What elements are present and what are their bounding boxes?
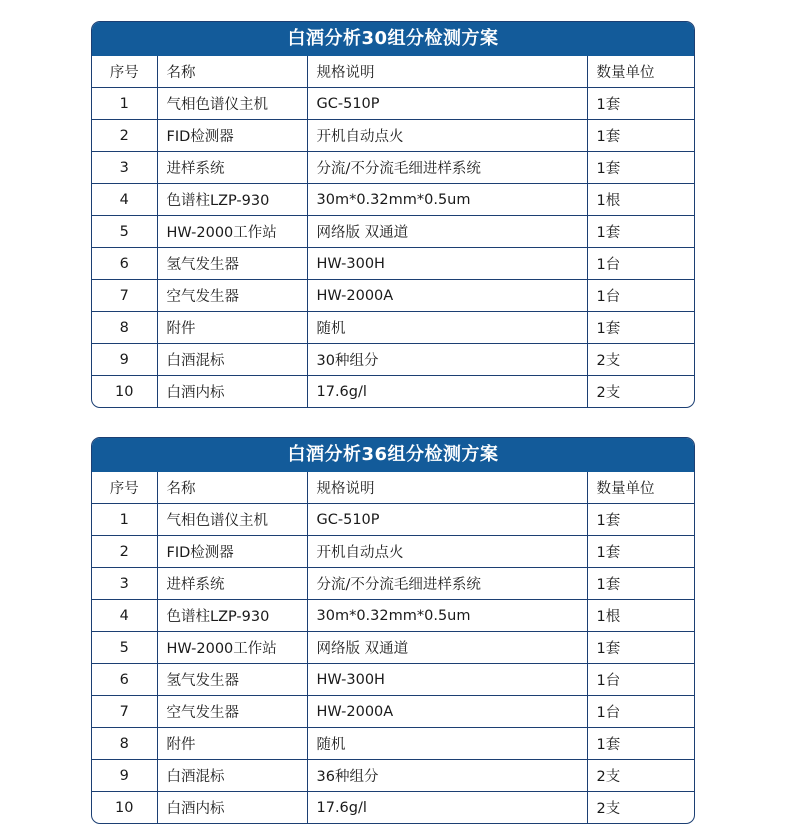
cell-spec: HW-2000A <box>307 280 587 312</box>
table-row <box>92 184 694 216</box>
cell-index: 5 <box>92 632 157 664</box>
cell-quantity: 1根 <box>587 184 694 216</box>
header-quantity: 数量单位 <box>587 56 694 88</box>
cell-quantity: 1套 <box>587 504 694 536</box>
cell-quantity: 1台 <box>587 696 694 728</box>
table-row <box>92 248 694 280</box>
cell-quantity: 1套 <box>587 120 694 152</box>
cell-spec: 随机 <box>307 312 587 344</box>
cell-name: 白酒内标 <box>157 792 307 824</box>
cell-name: FID检测器 <box>157 120 307 152</box>
table-row <box>92 88 694 120</box>
cell-spec: 30种组分 <box>307 344 587 376</box>
table-body <box>92 504 694 824</box>
scheme-table <box>92 472 694 823</box>
table-row <box>92 216 694 248</box>
cell-spec: HW-2000A <box>307 696 587 728</box>
cell-index: 5 <box>92 216 157 248</box>
cell-quantity: 2支 <box>596 801 621 817</box>
cell-name: 附件 <box>157 728 307 760</box>
header-row <box>92 56 694 88</box>
cell-spec: 17.6g/l <box>307 792 587 824</box>
cell-index: 9 <box>92 344 157 376</box>
cell-name: 氢气发生器 <box>157 248 307 280</box>
table-row <box>92 152 694 184</box>
cell-index: 2 <box>92 536 157 568</box>
cell-index: 8 <box>92 728 157 760</box>
cell-spec: 36种组分 <box>307 760 587 792</box>
cell-quantity: 1台 <box>587 664 694 696</box>
cell-quantity: 1套 <box>587 88 694 120</box>
table-title: 白酒分析30组分检测方案 <box>92 22 694 56</box>
cell-name: FID检测器 <box>157 536 307 568</box>
cell-index: 8 <box>92 312 157 344</box>
cell-name: 气相色谱仪主机 <box>157 88 307 120</box>
cell-index: 7 <box>92 696 157 728</box>
cell-index: 2 <box>92 120 157 152</box>
cell-quantity: 2支 <box>587 760 694 792</box>
cell-index: 10 <box>92 792 157 824</box>
cell-spec: 17.6g/l <box>307 376 587 408</box>
table-row <box>92 696 694 728</box>
cell-index: 6 <box>92 664 157 696</box>
cell-index: 1 <box>92 504 157 536</box>
cell-spec: 30m*0.32mm*0.5um <box>307 184 587 216</box>
cell-index: 1 <box>92 88 157 120</box>
header-spec: 规格说明 <box>307 472 587 504</box>
table-row <box>92 504 694 536</box>
cell-spec: 开机自动点火 <box>307 536 587 568</box>
table-row <box>92 632 694 664</box>
cell-quantity: 1套 <box>587 152 694 184</box>
cell-quantity: 2支 <box>587 344 694 376</box>
cell-name: 进样系统 <box>157 152 307 184</box>
cell-quantity: 2支 <box>596 385 621 401</box>
cell-quantity: 1根 <box>587 600 694 632</box>
table-row <box>92 760 694 792</box>
cell-spec: 30m*0.32mm*0.5um <box>307 600 587 632</box>
cell-quantity: 1套 <box>587 312 694 344</box>
cell-name: HW-2000工作站 <box>157 216 307 248</box>
cell-quantity: 1套 <box>587 536 694 568</box>
cell-name: 白酒混标 <box>157 344 307 376</box>
table-row <box>92 120 694 152</box>
cell-quantity: 1套 <box>587 728 694 760</box>
header-row <box>92 472 694 504</box>
cell-spec: HW-300H <box>307 664 587 696</box>
cell-name: 色谱柱LZP-930 <box>157 600 307 632</box>
cell-index: 4 <box>92 184 157 216</box>
header-index: 序号 <box>92 56 157 88</box>
table-row <box>92 728 694 760</box>
table-row <box>92 792 694 824</box>
cell-quantity: 1台 <box>587 248 694 280</box>
cell-name: 氢气发生器 <box>157 664 307 696</box>
cell-spec: 分流/不分流毛细进样系统 <box>307 568 587 600</box>
table-row <box>92 376 694 408</box>
scheme-table <box>92 56 694 407</box>
table-row <box>92 280 694 312</box>
cell-quantity: 1套 <box>587 216 694 248</box>
cell-name: 白酒内标 <box>157 376 307 408</box>
cell-index: 9 <box>92 760 157 792</box>
table-row <box>92 344 694 376</box>
cell-index: 10 <box>92 376 157 408</box>
cell-index: 6 <box>92 248 157 280</box>
cell-index: 3 <box>92 568 157 600</box>
cell-quantity: 1台 <box>587 280 694 312</box>
table-title: 白酒分析36组分检测方案 <box>92 438 694 472</box>
cell-name: 附件 <box>157 312 307 344</box>
table-row <box>92 536 694 568</box>
header-name: 名称 <box>157 472 307 504</box>
cell-spec: 开机自动点火 <box>307 120 587 152</box>
cell-name: 气相色谱仪主机 <box>157 504 307 536</box>
header-name: 名称 <box>157 56 307 88</box>
table-row <box>92 568 694 600</box>
header-index: 序号 <box>92 472 157 504</box>
cell-name: HW-2000工作站 <box>157 632 307 664</box>
header-quantity: 数量单位 <box>587 472 694 504</box>
cell-spec: GC-510P <box>307 504 587 536</box>
cell-name: 色谱柱LZP-930 <box>157 184 307 216</box>
cell-index: 7 <box>92 280 157 312</box>
cell-quantity: 1套 <box>587 632 694 664</box>
cell-name: 白酒混标 <box>157 760 307 792</box>
cell-name: 空气发生器 <box>157 280 307 312</box>
table-body <box>92 88 694 408</box>
cell-spec: 网络版 双通道 <box>307 632 587 664</box>
scheme-table-36 <box>91 437 695 824</box>
cell-spec: 网络版 双通道 <box>307 216 587 248</box>
cell-name: 进样系统 <box>157 568 307 600</box>
cell-spec: GC-510P <box>307 88 587 120</box>
cell-index: 4 <box>92 600 157 632</box>
cell-spec: 随机 <box>307 728 587 760</box>
header-spec: 规格说明 <box>307 56 587 88</box>
table-row <box>92 664 694 696</box>
cell-quantity: 1套 <box>587 568 694 600</box>
cell-name: 空气发生器 <box>157 696 307 728</box>
table-row <box>92 312 694 344</box>
cell-index: 3 <box>92 152 157 184</box>
cell-spec: 分流/不分流毛细进样系统 <box>307 152 587 184</box>
cell-spec: HW-300H <box>307 248 587 280</box>
scheme-table-30 <box>91 21 695 408</box>
table-row <box>92 600 694 632</box>
